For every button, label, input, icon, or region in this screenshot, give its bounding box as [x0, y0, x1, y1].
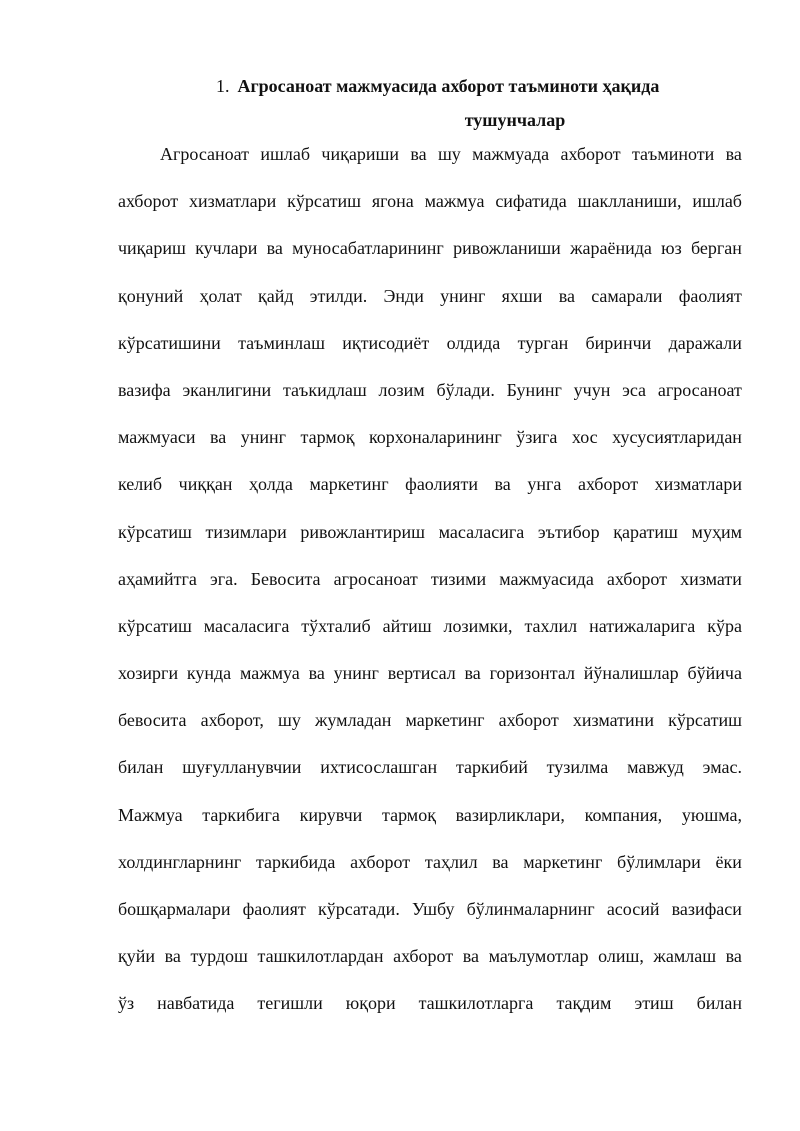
paragraph-line: ўз навбатида тегишли юқори ташкилотларга тақдим этиш билан [118, 993, 742, 1014]
paragraph-line: холдингларнинг таркибида ахборот таҳлил ва маркетинг бўлимлари ёки [118, 851, 742, 872]
paragraph-line: Мажмуа таркибига кирувчи тармоқ вазирликлари, компания, уюшма, [118, 804, 742, 825]
paragraph-line: аҳамийтга эга. Бевосита агросаноат тизими мажмуасида ахборот хизмати [118, 568, 742, 589]
section-heading [118, 76, 742, 97]
paragraph-line: мажмуаси ва унинг тармоқ корхоналарининг ўзига хос хусусиятларидан [118, 427, 742, 448]
section-title-line-2: тушунчалар [464, 110, 566, 130]
paragraph-line: бошқармалари фаолият кўрсатади. Ушбу бўлинмаларнинг асосий вазифаси [118, 899, 742, 919]
paragraph-line: ахборот хизматлари кўрсатиш ягона мажмуа сифатида шаклланиши, ишлаб [118, 191, 742, 212]
paragraph-line: келиб чиққан ҳолда маркетинг фаолияти ва унга ахборот хизматлари [118, 474, 742, 495]
paragraph-line: кўрсатишини таъминлаш иқтисодиёт олдида турган биринчи даражали [118, 332, 742, 353]
paragraph-line: қонуний ҳолат қайд этилди. Энди унинг яхши ва самарали фаолият [118, 285, 742, 306]
body-paragraph [118, 140, 742, 1037]
section-number: 1. [216, 76, 230, 96]
paragraph-line: қуйи ва турдош ташкилотлардан ахборот ва маълумотлар олиш, жамлаш ва [118, 946, 742, 967]
paragraph-line: кўрсатиш тизимлари ривожлантириш масаласига эътибор қаратиш муҳим [118, 521, 742, 542]
section-title-line-1: Агросаноат мажмуасида ахборот таъминоти ҳақида [237, 76, 660, 96]
paragraph-line: бевосита ахборот, шу жумладан маркетинг ахборот хизматини кўрсатиш [118, 710, 742, 731]
paragraph-line: хозирги кунда мажмуа ва унинг вертисал ва горизонтал йўналишлар бўйича [118, 663, 742, 684]
paragraph-line: билан шуғулланувчии ихтисослашган таркибий тузилма мавжуд эмас. [118, 757, 742, 778]
paragraph-line: кўрсатиш масаласига тўхталиб айтиш лозимки, тахлил натижаларига кўра [118, 615, 742, 636]
paragraph-line: чиқариш кучлари ва муносабатларининг ривожланиши жараёнида юз берган [118, 238, 742, 259]
paragraph-line: Агросаноат ишлаб чиқариши ва шу мажмуада ахборот таъминоти ва [160, 144, 742, 164]
paragraph-line: вазифа эканлигини таъкидлаш лозим бўлади. Бунинг учун эса агросаноат [118, 379, 742, 400]
